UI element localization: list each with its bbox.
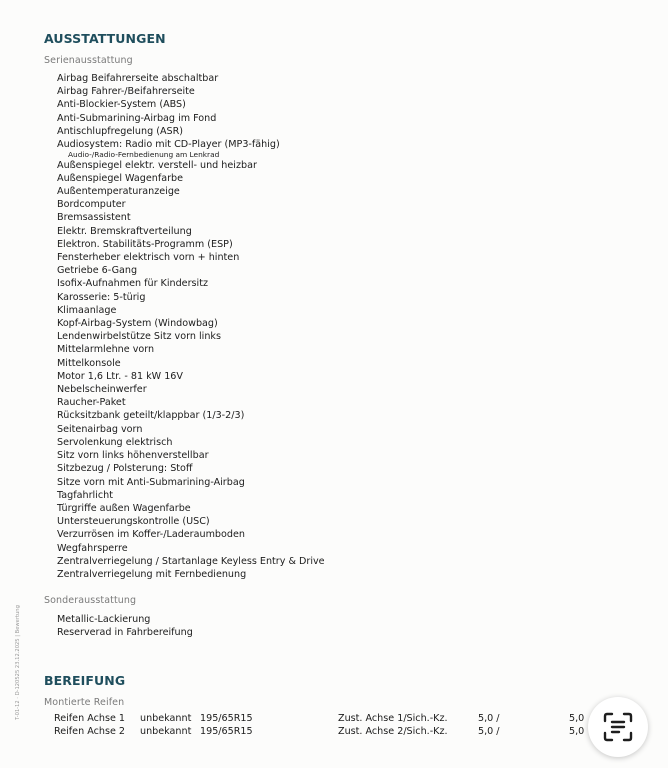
equipment-item: Verzurrösen im Koffer-/Laderaumboden [57, 529, 245, 541]
document-scan-icon [602, 711, 634, 743]
tires-title: BEREIFUNG [44, 673, 126, 688]
standard-equipment-list [57, 72, 325, 581]
equipment-item: Kopf-Airbag-System (Windowbag) [57, 318, 218, 330]
tire-condition-label: Zust. Achse 1/Sich.-Kz. [338, 713, 448, 724]
tire-condition-label: Zust. Achse 2/Sich.-Kz. [338, 726, 448, 738]
equipment-item: Seitenairbag vorn [57, 423, 143, 435]
margin-note: T-01-12 · D-120525 23.12.2025 | Bewertung [15, 605, 21, 720]
equipment-item: Karosserie: 5-türig [57, 291, 146, 303]
equipment-item: Servolenkung elektrisch [57, 436, 173, 448]
equipment-item: Zentralverriegelung / Startanlage Keyless Entry & Drive [57, 555, 325, 567]
equipment-item: Sitzbezug / Polsterung: Stoff [57, 463, 193, 475]
equipment-item: Lendenwirbelstütze Sitz vorn links [57, 331, 221, 343]
equipment-sub-item: Audio-/Radio-Fernbedienung am Lenkrad [68, 150, 220, 160]
tire-condition-value: 5,0 / [478, 726, 500, 738]
equipment-item: Tagfahrlicht [57, 489, 113, 501]
mounted-tires-label: Montierte Reifen [44, 697, 125, 708]
equipment-item: Raucher-Paket [57, 397, 126, 409]
equipment-item: Außenspiegel elektr. verstell- und heizbar [57, 159, 257, 171]
equipment-item: Rücksitzbank geteilt/klappbar (1/3-2/3) [57, 410, 245, 422]
equipment-item: Sitz vorn links höhenverstellbar [57, 450, 209, 462]
equipment-item: Elektr. Bremskraftverteilung [57, 225, 192, 237]
equipment-item: Außenspiegel Wagenfarbe [57, 172, 184, 184]
equipment-item: Mittelarmlehne vorn [57, 344, 155, 356]
tire-size: 195/65R15 [200, 726, 253, 738]
equipment-item: Motor 1,6 Ltr. - 81 kW 16V [57, 370, 183, 382]
tire-condition-value: 5,0 / [478, 713, 500, 724]
equipment-item: Airbag Beifahrerseite abschaltbar [57, 73, 219, 84]
scan-document-button[interactable] [588, 697, 648, 757]
extra-equipment-list [57, 613, 193, 639]
equipment-item: Fensterheber elektrisch vorn + hinten [57, 252, 240, 264]
tire-condition-value-2: 5,0 [569, 713, 585, 724]
equipment-item: Reserverad in Fahrbereifung [57, 627, 193, 639]
tire-brand: unbekannt [140, 713, 192, 724]
tire-condition-value-2: 5,0 [569, 726, 585, 738]
equipment-item: Außentemperaturanzeige [57, 186, 180, 198]
equipment-item: Nebelscheinwerfer [57, 384, 147, 396]
tire-size: 195/65R15 [200, 713, 253, 724]
equipment-item: Audiosystem: Radio mit CD-Player (MP3-fähig) [57, 139, 280, 151]
equipment-item: Anti-Blockier-System (ABS) [57, 99, 186, 111]
equipment-item: Metallic-Lackierung [57, 614, 151, 625]
equipment-item: Antischlupfregelung (ASR) [57, 125, 184, 137]
extra-equipment-label: Sonderausstattung [44, 595, 137, 606]
tire-brand: unbekannt [140, 726, 192, 738]
equipment-item: Elektron. Stabilitäts-Programm (ESP) [57, 238, 233, 250]
equipment-item: Türgriffe außen Wagenfarbe [57, 502, 191, 514]
equipment-item: Bordcomputer [57, 199, 126, 211]
equipment-title: AUSSTATTUNGEN [44, 31, 166, 46]
equipment-item: Mittelkonsole [57, 357, 121, 369]
equipment-item: Bremsassistent [57, 212, 131, 224]
equipment-item: Sitze vorn mit Anti-Submarining-Airbag [57, 476, 245, 488]
tire-axle: Reifen Achse 2 [54, 726, 126, 738]
equipment-item: Zentralverriegelung mit Fernbedienung [57, 568, 247, 580]
equipment-item: Anti-Submarining-Airbag im Fond [57, 112, 217, 124]
standard-equipment-label: Serienausstattung [44, 55, 133, 66]
equipment-item: Isofix-Aufnahmen für Kindersitz [57, 278, 208, 290]
tire-axle: Reifen Achse 1 [54, 713, 126, 724]
equipment-item: Getriebe 6-Gang [57, 265, 138, 277]
equipment-item: Klimaanlage [57, 304, 117, 316]
equipment-item: Wegfahrsperre [57, 542, 128, 554]
equipment-item: Untersteuerungskontrolle (USC) [57, 516, 210, 528]
equipment-item: Airbag Fahrer-/Beifahrerseite [57, 86, 195, 98]
